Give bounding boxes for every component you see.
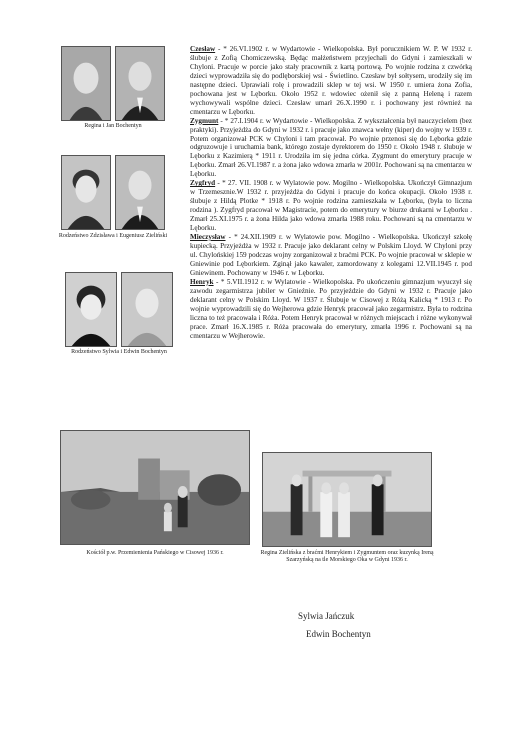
bio-text: - * 26.VI.1902 r. w Wydartowie - Wielkopolska. Był porucznikiem W. P. W 1932 r. ślubuje z Zofią Chomiczewską. Będąc małżeństwem przyjechali do Gdyni i zamieszkali w Chyloni. Pracuje w porcie jako stały pracownik z kartą portową. Po wojnie rodzina z czwórką dzieci wyprowadziła się do podlęborskiej wsi - Świetlino. Czesław był sołtysem, urodziły się im następne dzieci. Uprawiali rolę i prowadzili sklep w tej wsi. W 1950 r. umiera żona Zofia, pochowana jest w Lęborku. Około 1952 r. wdowiec ożenił się z panną Heleną i razem wychowywali wspólne dzieci. Czesław umarł 26.X.1990 r. i pochowany jest również na cmentarzu w Lęborku. [190,45,472,116]
bio-zygfryd [190,179,472,233]
church-photo [60,430,250,545]
signature-sylwia: Sylwia Jańczuk [298,611,355,621]
church-photo-caption: Kościół p.w. Przemienienia Pańskiego w Cisowej 1936 r. [86,550,224,556]
bio-name: Zygmunt [190,116,219,125]
bio-name: Mieczysław [190,233,226,242]
family-photo-caption: Regina Zielińska z braćmi Henrykiem i Zygmuntem oraz kuzynką Ireną Szarzyńską na tle Morskiego Oka w Gdyni 1936 r. [260,550,434,563]
portrait-caption-3: Rodzeństwo Sylwia i Edwin Bochentyn [71,349,167,355]
portrait-regina [61,46,111,121]
family-photo [262,452,432,547]
portrait-caption-2: Rodzeństwo Zdzisława i Eugeniusz Zieliński [58,233,168,239]
signature-edwin: Edwin Bochentyn [306,629,371,639]
bio-text: - * 24.XII.1909 r. w Wylatowie pow. Mogilno - Wielkopolska. Ukończył szkołę kupiecką. Przyjeżdża w 1932 r. Pracuje jako deklarant celny w Polskim Lloyd. W Chyloni przy ul. Chylońskiej 159 podczas wojny zorganizował z braćmi PCK. Po wojnie pracował w sklepie w Gniewinie pod Lęborkiem. Zginął jako kawaler, zamordowany z kolegami 12.VII.1945 r. pod Gniewinem. Pochowany w 1946 r. w Lęborku. [190,233,472,277]
bio-text: - * 27. VII. 1908 r. w Wylatowie pow. Mogilno - Wielkopolska. Ukończył Gimnazjum w Trzemesznie.W 1932 r. przyjeżdża do Gdyni i pracuje do końca okupacji. Około 1938 r. ślubuje z Hildą Plotke * 1918 r. Po wojnie rodzina zamieszkała w Lęborku, (była to liczna rodzina ). Zygfryd pracował w Magistracie, potem do emerytury w biurze drukarni w Lęborku . Zmarł 25.XI.1975 r. a żona Hilda jako wdowa zmarła 1988 roku. Pochowani są na cmentarzu w Lęborku. [190,179,472,233]
bio-mieczyslaw [190,233,472,278]
portrait-caption-1: Regina i Jan Bochentyn [84,123,142,129]
bio-text: - * 27.I.1904 r. w Wydartowie - Wielkopolska. Z wykształcenia był nauczycielem (bez praktyki). Przyjeżdża do Gdyni w 1932 r. i pracuje jako znawca wełny (kiper) do wojny w 1939 r. Potem organizował PCK w Chyloni i tam pracował. Po wojnie przenosi się do Lęborka gdzie odgruzowuje i uruchamia bank, którego zostaje dyrektorem do 1950 r. Około 1948 r. ślubuje w Lęborku z Kazimierą * 1911 r. Urodziła im się jedna córka. Zygmunt do emerytury pracuje w Lęborku. Zmarł 26.VI.1987 r. a żona jako wdowa zmarła w 2001r. Pochowani są na cmentarzu w Lęborku. [190,116,472,179]
bio-henryk [190,278,472,341]
portrait-edwin [121,272,173,347]
bio-name: Czesław [190,45,216,53]
portrait-zdzislawa [61,155,111,230]
bio-text: - * 5.VII.1912 r. w Wylatowie - Wielkopolska. Po ukończeniu gimnazjum wyuczył się zawodu zegarmistrza jubiler w Gnieźnie. Po przyjeździe do Gdyni w 1932 r. Pracuje jako deklarant celny w Polskim Lloyd. W 1937 r. Ślubuje w Cisowej z Różą Kalicką * 1913 r. Po wojnie wyprowadzili się do Wejherowa gdzie Henryk pracował jako zegarmistrz. Była to rodzina liczna to też pracowała i Róża. Potem Henryk pracował w różnych miejscach i różne wykonywał prace. Zmarł 16.X.1985 r. Róża pracowała do emerytury, zmarła 1996 r. Pochowani są na cmentarzu w Wejherowie. [190,277,472,340]
bio-czeslaw [190,45,472,117]
bio-name: Zygfryd [190,179,216,188]
portrait-eugeniusz [115,155,165,230]
bio-zygmunt [190,117,472,180]
biographies [190,45,472,340]
portrait-jan [115,46,165,121]
portrait-sylwia [65,272,117,347]
bio-name: Henryk [190,277,214,286]
